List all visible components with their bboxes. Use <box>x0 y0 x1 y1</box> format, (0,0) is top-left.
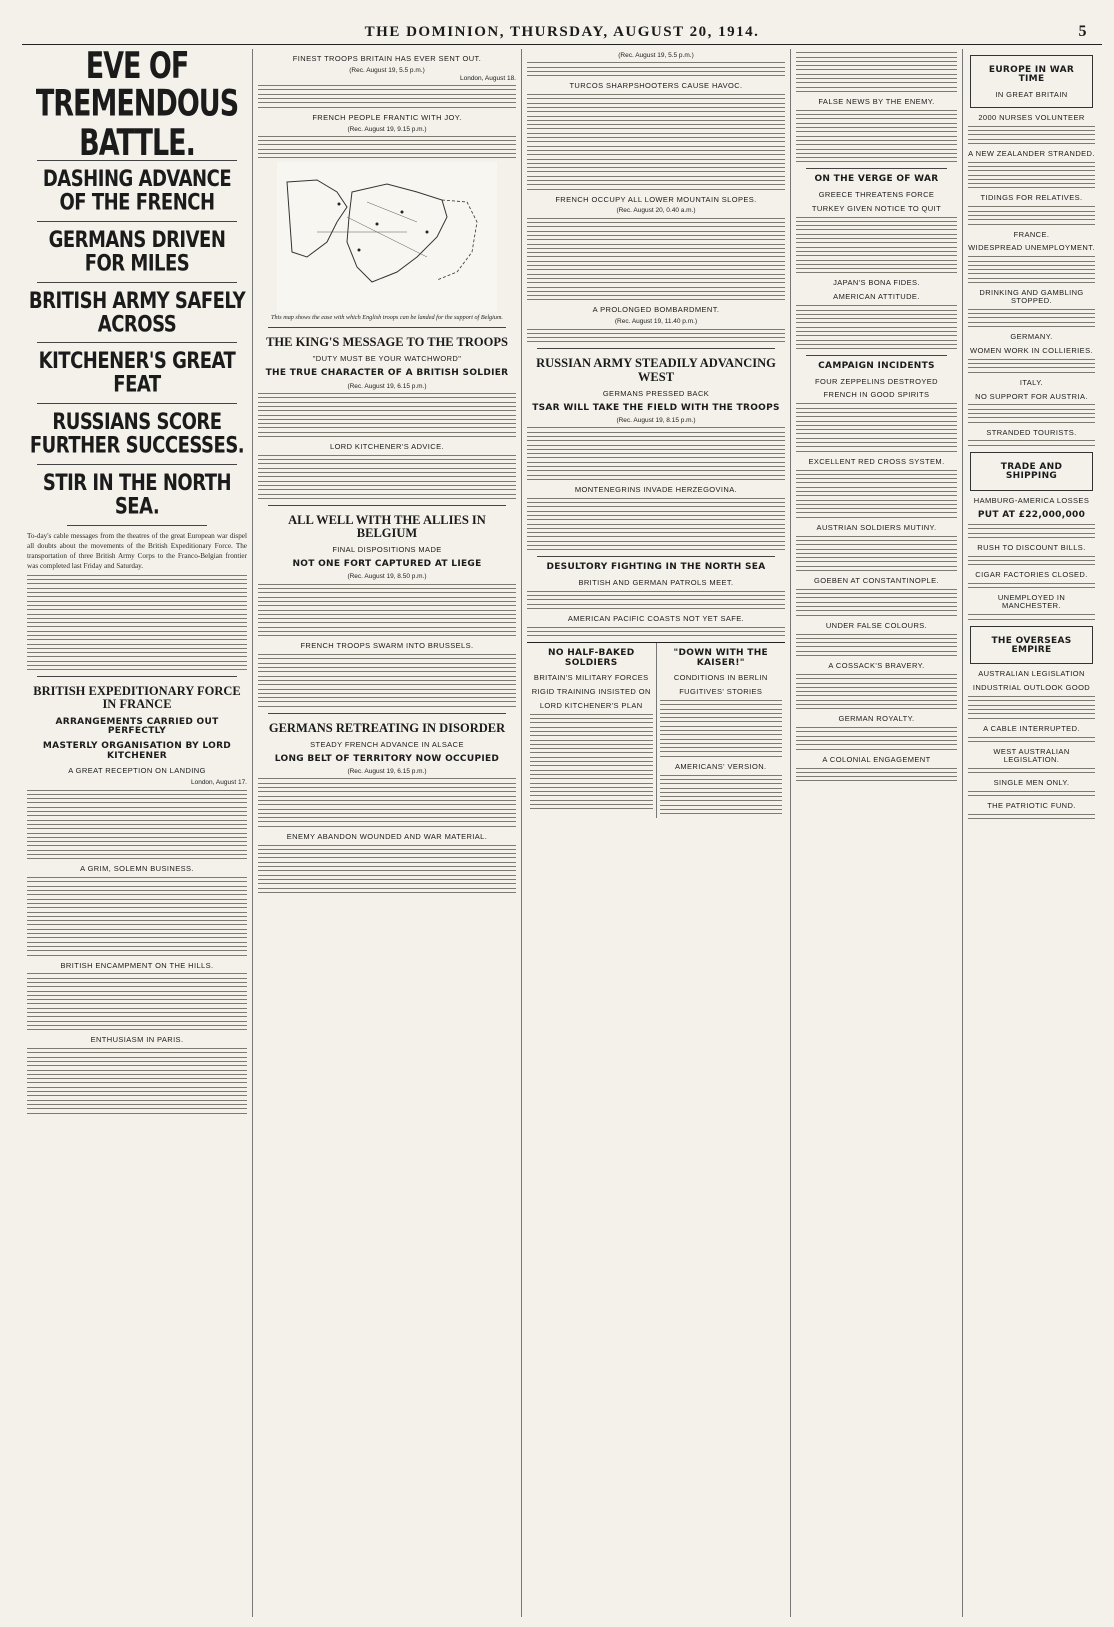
subheadline: FRENCH PEOPLE FRANTIC WITH JOY. <box>312 112 462 122</box>
article-text <box>796 52 957 92</box>
headline: STIR IN THE NORTH SEA. <box>42 469 232 520</box>
headline: ALL WELL WITH THE ALLIES IN BELGIUM <box>288 512 486 540</box>
article-text <box>968 440 1095 445</box>
article-text <box>258 778 516 826</box>
subheadline: "DUTY MUST BE YOUR WATCHWORD" <box>312 354 462 364</box>
subheadline: CAMPAIGN INCIDENTS <box>818 361 935 372</box>
headline: RUSSIAN ARMY STEADILY ADVANCING WEST <box>536 356 776 384</box>
subheadline: AUSTRIAN SOLDIERS MUTINY. <box>816 522 937 532</box>
subheadline: NOT ONE FORT CAPTURED AT LIEGE <box>292 558 482 569</box>
subheadline: FALSE NEWS BY THE ENEMY. <box>818 96 935 106</box>
headline: BRITISH EXPEDITIONARY FORCE IN FRANCE <box>33 684 241 712</box>
section-title: TRADE AND SHIPPING <box>1000 461 1063 482</box>
article-text <box>258 584 516 637</box>
map-figure <box>277 162 497 312</box>
article-text <box>796 217 957 274</box>
subheadline: GREECE THREATENS FORCE <box>818 189 935 199</box>
article-text <box>530 714 653 810</box>
subheadline: BRITISH AND GERMAN PATROLS MEET. <box>578 577 734 587</box>
subheadline: THE TRUE CHARACTER OF A BRITISH SOLDIER <box>265 368 509 379</box>
article-text <box>27 877 247 955</box>
article-text <box>968 614 1095 619</box>
subheadline: SINGLE MEN ONLY. <box>993 777 1070 787</box>
subheadline: WOMEN WORK IN COLLIERIES. <box>970 345 1093 355</box>
subheadline: FRENCH OCCUPY ALL LOWER MOUNTAIN SLOPES. <box>555 194 757 204</box>
article-text <box>258 845 516 893</box>
subheadline: A NEW ZEALANDER STRANDED. <box>968 148 1095 158</box>
subheadline: TURCOS SHARPSHOOTERS CAUSE HAVOC. <box>569 81 743 91</box>
subheadline: FRENCH IN GOOD SPIRITS <box>823 390 930 400</box>
subheadline: BRITISH ENCAMPMENT ON THE HILLS. <box>60 960 214 970</box>
subcolumn-right <box>657 643 786 818</box>
column-5 <box>963 49 1100 1617</box>
subheadline: GERMANY. <box>1010 332 1053 341</box>
article-text <box>796 589 957 616</box>
subheadline: GOEBEN AT CONSTANTINOPLE. <box>813 576 940 586</box>
subheadline: MASTERLY ORGANISATION BY LORD KITCHENER <box>42 741 232 761</box>
subheadline: TIDINGS FOR RELATIVES. <box>980 193 1083 203</box>
subheadline: GERMAN ROYALTY. <box>838 714 915 724</box>
article-text <box>796 634 957 656</box>
article-text <box>968 768 1095 773</box>
map-caption: This map shows the ease with which English troops can be landed for the support of Belgium. <box>271 314 503 322</box>
article-text <box>527 218 785 301</box>
subheadline: RUSH TO DISCOUNT BILLS. <box>977 542 1086 552</box>
article-text <box>796 470 957 518</box>
received-time: (Rec. August 19, 8.50 p.m.) <box>347 573 427 581</box>
headline: BRITISH ARMY SAFELY ACROSS <box>28 287 246 338</box>
received-time: (Rec. August 19, 5.5 p.m.) <box>349 66 425 74</box>
subheadline: ITALY. <box>1019 377 1044 387</box>
section-box <box>970 452 1093 491</box>
received-time: (Rec. August 19, 11.40 p.m.) <box>614 318 698 326</box>
subheadline: LORD KITCHENER'S PLAN <box>539 700 643 710</box>
subheadline: ON THE VERGE OF WAR <box>814 174 939 185</box>
subheadline: AMERICAN PACIFIC COASTS NOT YET SAFE. <box>567 613 745 623</box>
subheadline: FINEST TROOPS BRITAIN HAS EVER SENT OUT. <box>292 54 482 63</box>
article-text <box>796 110 957 163</box>
subheadline: A PROLONGED BOMBARDMENT. <box>592 305 720 315</box>
column-3 <box>522 49 791 1617</box>
columns <box>22 49 1102 1617</box>
article-text <box>968 556 1095 566</box>
subheadline: TSAR WILL TAKE THE FIELD WITH THE TROOPS <box>532 402 780 413</box>
subheadline: JAPAN'S BONA FIDES. <box>833 278 920 288</box>
article-text <box>27 1048 247 1113</box>
page-number: 5 <box>1078 23 1088 40</box>
subheadline: EXCELLENT RED CROSS SYSTEM. <box>808 456 945 466</box>
article-text <box>527 498 785 551</box>
article-text <box>796 727 957 749</box>
subheadline: ENEMY ABANDON WOUNDED AND WAR MATERIAL. <box>286 831 488 841</box>
article-text <box>527 591 785 609</box>
subheadline: WIDESPREAD UNEMPLOYMENT. <box>968 243 1095 253</box>
section-title: THE OVERSEAS EMPIRE <box>991 635 1072 655</box>
subheadline: MONTENEGRINS INVADE HERZEGOVINA. <box>574 484 738 494</box>
subheadline: AUSTRALIAN LEGISLATION <box>978 669 1085 679</box>
column-1 <box>22 49 253 1617</box>
subheadline: UNEMPLOYED IN MANCHESTER. <box>997 593 1066 611</box>
article-text <box>660 700 783 757</box>
article-text <box>796 536 957 571</box>
subheadline: RIGID TRAINING INSISTED ON <box>531 687 651 697</box>
subheadline: GERMANS PRESSED BACK <box>602 388 710 398</box>
subheadline: PUT AT £22,000,000 <box>977 509 1086 520</box>
article-text <box>968 737 1095 742</box>
article-text <box>968 126 1095 144</box>
article-text <box>27 790 247 860</box>
subheadline: NO SUPPORT FOR AUSTRIA. <box>975 391 1088 401</box>
article-text <box>258 393 516 437</box>
subheadline: DESULTORY FIGHTING IN THE NORTH SEA <box>546 562 766 573</box>
article-text <box>968 162 1095 189</box>
article-text <box>796 674 957 709</box>
masthead <box>22 22 1102 45</box>
article-text <box>258 85 516 107</box>
subheadline: INDUSTRIAL OUTLOOK GOOD <box>972 683 1091 693</box>
subheadline: BRITAIN'S MILITARY FORCES <box>533 673 649 683</box>
subheadline: A GRIM, SOLEMN BUSINESS. <box>80 864 194 874</box>
article-text <box>968 309 1095 327</box>
subheadline: 2000 NURSES VOLUNTEER <box>978 112 1085 122</box>
subheadline: FINAL DISPOSITIONS MADE <box>332 545 442 555</box>
subheadline: ARRANGEMENTS CARRIED OUT PERFECTLY <box>55 716 219 737</box>
article-text <box>527 94 785 190</box>
column-2 <box>253 49 522 1617</box>
subheadline: FOUR ZEPPELINS DESTROYED <box>815 376 938 386</box>
subheadline: A COSSACK'S BRAVERY. <box>828 661 925 671</box>
subheadline: "DOWN WITH THE KAISER!" <box>673 648 768 668</box>
article-text <box>796 768 957 782</box>
subheadline: ENTHUSIASM IN PARIS. <box>90 1035 184 1045</box>
received-time: (Rec. August 19, 6.15 p.m.) <box>347 382 427 390</box>
subheadline: FUGITIVES' STORIES <box>679 687 763 697</box>
article-text <box>968 524 1095 538</box>
article-text <box>258 455 516 499</box>
subheadline: THE PATRIOTIC FUND. <box>987 801 1076 811</box>
received-time: (Rec. August 19, 9.15 p.m.) <box>347 125 427 133</box>
subheadline: IN GREAT BRITAIN <box>995 89 1068 99</box>
article-text <box>258 136 516 158</box>
article-text <box>968 814 1095 819</box>
subheadline: NO HALF-BAKED SOLDIERS <box>548 648 635 668</box>
headline: DASHING ADVANCE OF THE FRENCH <box>42 165 232 216</box>
subheadline: AMERICANS' VERSION. <box>674 761 767 771</box>
subheadline: HAMBURG-AMERICA LOSSES <box>973 495 1090 505</box>
headline: GERMANS RETREATING IN DISORDER <box>268 720 506 735</box>
article-text <box>968 404 1095 422</box>
received-time: (Rec. August 20, 0.40 a.m.) <box>616 207 696 215</box>
subheadline: TURKEY GIVEN NOTICE TO QUIT <box>811 203 942 213</box>
subheadline: DRINKING AND GAMBLING STOPPED. <box>979 288 1084 305</box>
article-text <box>27 973 247 1030</box>
article-text <box>258 654 516 707</box>
article-text <box>968 583 1095 588</box>
article-text <box>968 696 1095 718</box>
subheadline: A GREAT RECEPTION ON LANDING <box>68 766 206 776</box>
article-text <box>968 206 1095 224</box>
subcolumn-left <box>527 643 657 818</box>
headline-main: EVE OF TREMENDOUS BATTLE. <box>35 49 239 164</box>
received-time: (Rec. August 19, 5.5 p.m.) <box>618 52 694 59</box>
subheadline: CIGAR FACTORIES CLOSED. <box>975 570 1088 580</box>
subheadline: FRENCH TROOPS SWARM INTO BRUSSELS. <box>300 641 474 651</box>
dateline: London, August 17. <box>190 779 247 787</box>
subheadline: LORD KITCHENER'S ADVICE. <box>330 442 444 452</box>
article-text <box>796 403 957 451</box>
dateline: London, August 18. <box>459 74 516 82</box>
lead-paragraph: To-day's cable messages from the theatres of the great European war dispel all doubts about the movements of the British Expeditionary Force. The transportation of three British Army Corps to the Franco-Belgian frontier was completed last Friday and Saturday. <box>27 531 247 571</box>
subheadline: FRANCE. <box>1013 229 1050 239</box>
subheadline: UNDER FALSE COLOURS. <box>825 620 928 630</box>
headline: RUSSIANS SCORE FURTHER SUCCESSES. <box>29 408 245 459</box>
headline: KITCHENER'S GREAT FEAT <box>38 348 236 399</box>
subheadline: AMERICAN ATTITUDE. <box>833 292 920 302</box>
article-text <box>527 627 785 637</box>
section-title: EUROPE IN WAR TIME <box>988 65 1075 85</box>
article-text <box>796 305 957 349</box>
article-text <box>968 791 1095 796</box>
split-columns <box>527 642 785 818</box>
article-text <box>660 775 783 815</box>
subheadline: STEADY FRENCH ADVANCE IN ALSACE <box>310 739 464 749</box>
subheadline: STRANDED TOURISTS. <box>986 427 1077 437</box>
article-text <box>527 329 785 343</box>
subheadline: LONG BELT OF TERRITORY NOW OCCUPIED <box>274 753 500 764</box>
headline: THE KING'S MESSAGE TO THE TROOPS <box>266 335 508 350</box>
headline: GERMANS DRIVEN FOR MILES <box>48 226 226 277</box>
article-text <box>527 427 785 480</box>
article-text <box>27 575 247 671</box>
subheadline: A CABLE INTERRUPTED. <box>983 723 1080 733</box>
subheadline: CONDITIONS IN BERLIN <box>673 673 768 683</box>
article-text <box>968 256 1095 283</box>
subheadline: WEST AUSTRALIAN LEGISLATION. <box>993 746 1070 764</box>
article-text <box>968 359 1095 373</box>
section-box <box>970 626 1093 665</box>
article-text <box>527 62 785 76</box>
column-4 <box>791 49 963 1617</box>
received-time: (Rec. August 19, 8.15 p.m.) <box>616 417 696 425</box>
received-time: (Rec. August 19, 6.15 p.m.) <box>347 768 427 776</box>
masthead-title: THE DOMINION, THURSDAY, AUGUST 20, 1914. <box>364 24 760 40</box>
section-box <box>970 55 1093 108</box>
subheadline: A COLONIAL ENGAGEMENT <box>822 754 931 764</box>
